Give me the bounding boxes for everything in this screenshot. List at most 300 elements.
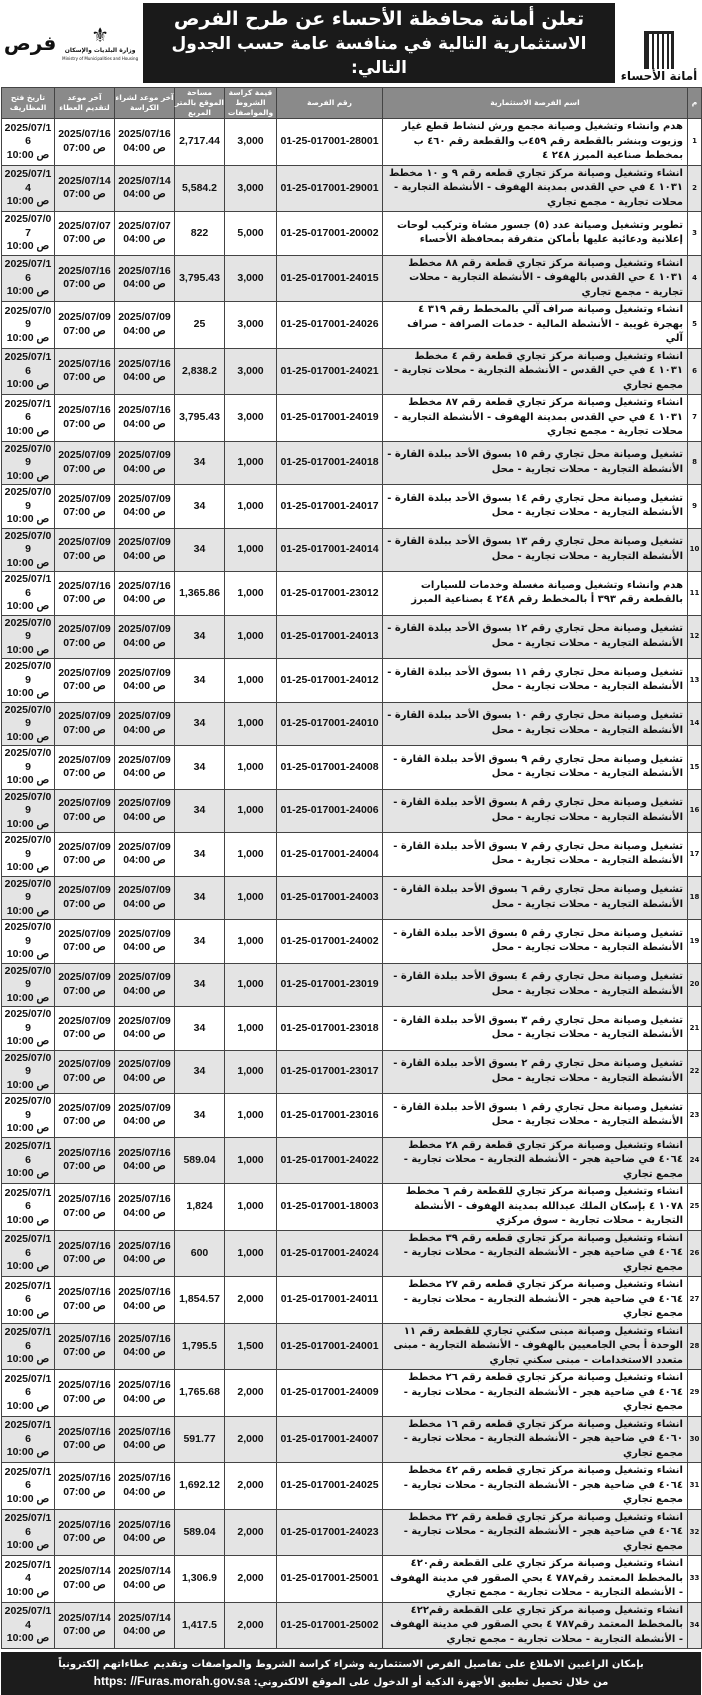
date-text: 2025/07/16	[58, 1239, 111, 1252]
row-number	[688, 165, 702, 212]
date-text: 2025/07/09	[4, 1008, 52, 1034]
booklet-fee	[225, 395, 277, 442]
opportunity-name	[383, 746, 688, 790]
time-text: 10:00 ص	[6, 1585, 50, 1598]
opening-date	[2, 1416, 55, 1463]
date-text: 2025/07/09	[118, 927, 171, 940]
opportunity-name-text: تشغيل وصيانة محل تجاري رقم ١ بسوق الأحد ببلدة القارة - الأنشطة التجارية - محلات تجارية - محل	[393, 1101, 683, 1128]
opportunity-id	[277, 255, 383, 302]
site-area-text: 1,692.12	[179, 1479, 220, 1491]
date-text: 2025/07/16	[4, 1512, 52, 1538]
tower-logo-icon	[644, 31, 674, 69]
time-text: 07:00 ص	[63, 233, 106, 246]
row-number-text: 32	[689, 1527, 700, 1536]
booklet-fee	[225, 441, 277, 485]
time-text: 07:00 ص	[63, 1485, 106, 1498]
submit-deadline	[55, 876, 115, 920]
time-text: 04:00 ص	[123, 1532, 166, 1545]
palm-emblem-icon: ⚜	[91, 23, 110, 47]
row-number	[688, 1556, 702, 1603]
opportunity-name	[383, 702, 688, 746]
time-text: 04:00 ص	[123, 506, 166, 519]
table-row	[2, 1463, 702, 1510]
opening-date	[2, 659, 55, 703]
site-area-text: 34	[193, 499, 206, 512]
booklet-fee	[225, 1050, 277, 1094]
date-text: 2025/07/09	[4, 1051, 52, 1077]
date-text: 2025/07/16	[4, 1326, 52, 1352]
opportunity-name	[383, 963, 688, 1007]
site-area	[175, 1556, 225, 1603]
opportunity-id	[277, 702, 383, 746]
date-text: 2025/07/16	[4, 1465, 52, 1491]
site-area	[175, 348, 225, 395]
date-text: 2025/07/16	[118, 579, 171, 592]
time-text: 10:00 ص	[6, 948, 50, 960]
buy-deadline	[115, 1463, 175, 1510]
opportunity-name-text: تشغيل وصيانة محل تجاري رقم ١٢ بسوق الأحد ببلدة القارة - الأنشطة التجارية - محلات تجارية - محل	[387, 623, 683, 649]
opportunity-name-text: انشاء وتشغيل وصيانة مركز تجاري قطعه رقم ٢٧ مخطط ٤٠٦٤ في ضاحية هجر - الأنشطة التجارية - محلات تجارية - مجمع تجاري	[403, 1279, 683, 1319]
buy-deadline	[115, 255, 175, 302]
table-header-row	[2, 88, 702, 119]
booklet-fee-text: 3,000	[237, 181, 264, 194]
table-row	[2, 1094, 702, 1138]
opening-date	[2, 1509, 55, 1556]
submit-deadline	[55, 485, 115, 529]
site-area-text: 34	[193, 804, 206, 816]
date-text: 2025/07/09	[118, 884, 171, 897]
date-text: 2025/07/16	[118, 1286, 171, 1299]
col-area: مساحة الموقع بالمتر المربع	[175, 88, 224, 117]
date-text: 2025/07/16	[4, 573, 52, 599]
opportunity-name-text: انشاء وتشغيل وصيانة مركز تجاري قطعة رقم ٨٨ مخطط ١٠٣١ ٤ حي القدس بالهفوف - الأنشطة التجارية - محلات تجارية - مجمع تجاري	[408, 257, 683, 298]
submit-deadline	[55, 1602, 115, 1649]
date-text: 2025/07/09	[118, 797, 171, 810]
opportunity-name-text: تشغيل وصيانة محل تجاري رقم ١٣ بسوق الأحد ببلدة القارة - الأنشطة التجارية - محلات تجارية - محل	[387, 536, 683, 562]
buy-deadline	[115, 1556, 175, 1603]
row-number	[688, 255, 702, 302]
opportunity-id	[277, 119, 383, 166]
date-text: 2025/07/09	[58, 492, 111, 505]
opportunity-id-text: 01-25-017001-24014	[280, 543, 379, 555]
row-number-text: 19	[689, 936, 700, 945]
date-text: 2025/07/09	[118, 492, 171, 505]
time-text: 07:00 ص	[63, 1346, 106, 1359]
time-text: 07:00 ص	[63, 141, 106, 154]
date-text: 2025/07/09	[58, 797, 111, 810]
date-text: 2025/07/09	[4, 529, 52, 555]
date-text: 2025/07/09	[4, 747, 52, 773]
submit-deadline	[55, 1556, 115, 1603]
row-number-text: 20	[689, 980, 700, 988]
municipality-name: أمانة الأحساء	[620, 69, 698, 83]
opportunity-name	[383, 1463, 688, 1510]
site-area	[175, 1094, 225, 1138]
table-row	[2, 1370, 702, 1417]
date-text: 2025/07/09	[4, 486, 52, 512]
opportunity-id	[277, 876, 383, 920]
time-text: 07:00 ص	[63, 680, 106, 693]
row-number-text: 27	[689, 1295, 700, 1303]
ministry-logo	[62, 23, 138, 63]
furas-logo	[4, 31, 56, 55]
opportunity-name	[383, 1323, 688, 1370]
table-row	[2, 1556, 702, 1603]
title-banner	[143, 3, 615, 83]
time-text: 04:00 ص	[123, 1299, 166, 1312]
date-text: 2025/07/09	[118, 623, 171, 636]
date-text: 2025/07/16	[58, 404, 111, 417]
buy-deadline	[115, 528, 175, 572]
date-text: 2025/07/16	[4, 1186, 52, 1212]
opportunity-name-text: انشاء وتشغيل وصيانة مركز تجاري قطعة رقم ٢٨ مخطط ٤٠٦٤ في ضاحية هجر - الأنشطة التجارية - محلات تجارية - مجمع تجاري	[403, 1139, 683, 1180]
opportunity-name	[383, 1370, 688, 1417]
opportunity-id	[277, 1184, 383, 1231]
time-text: 04:00 ص	[123, 1115, 166, 1128]
time-text: 07:00 ص	[63, 854, 106, 867]
site-area	[175, 212, 225, 256]
opening-date	[2, 1184, 55, 1231]
time-text: 10:00 ص	[6, 861, 50, 873]
table-row	[2, 119, 702, 166]
time-text: 04:00 ص	[123, 984, 166, 997]
opportunity-name	[383, 1277, 688, 1324]
opening-date	[2, 1463, 55, 1510]
opportunity-id	[277, 1277, 383, 1324]
date-text: 2025/07/09	[118, 753, 171, 766]
opportunity-name-text: تشغيل وصيانة محل تجاري رقم ١٥ بسوق الأحد ببلدة القارة - الأنشطة التجارية - محلات تجارية - محل	[387, 449, 683, 475]
date-text: 2025/07/16	[58, 128, 111, 141]
time-text: 10:00 ص	[6, 1492, 50, 1505]
buy-deadline	[115, 789, 175, 833]
row-number	[688, 1416, 702, 1463]
opportunity-name	[383, 119, 688, 166]
opening-date	[2, 1050, 55, 1094]
booklet-fee-text: 2,000	[237, 1479, 264, 1491]
site-area-text: 2,717.44	[179, 135, 220, 147]
time-text: 10:00 ص	[6, 378, 50, 390]
opportunity-name	[383, 1184, 688, 1231]
site-area-text: 34	[193, 978, 206, 990]
row-number	[688, 920, 702, 964]
site-area	[175, 395, 225, 442]
time-text: 07:00 ص	[63, 1392, 106, 1405]
opening-date	[2, 789, 55, 833]
booklet-fee	[225, 485, 277, 529]
date-text: 2025/07/09	[4, 921, 52, 947]
booklet-fee	[225, 572, 277, 616]
opportunity-name-text: انشاء وتشغيل وصيانة مركز تجاري قطعه رقم ١٦ مخطط ٤٠٦٠ في ضاحية هجر - الأنشطة التجارية - محلات تجارية - مجمع تجاري	[403, 1418, 683, 1459]
opportunity-name-text: انشاء وتشغيل وصيانة مركز تجاري قطعه رقم ٩ و ١٠ مخطط ١٠٣١ ٤ في حي القدس بمدينة الهفوف - الأنشطة التجارية - محلات تجارية - مجمع تجاري	[388, 167, 683, 208]
alahsa-municipality-logo	[617, 3, 701, 83]
date-text: 2025/07/09	[4, 1095, 52, 1121]
date-text: 2025/07/16	[58, 1379, 111, 1392]
opportunity-name	[383, 1137, 688, 1184]
date-text: 2025/07/09	[4, 877, 52, 903]
opportunity-name	[383, 441, 688, 485]
opportunity-name-text: انشاء وتشغيل وصيانة مركز تجاري قطعة رقم ٣٢ مخطط ٤٠٦٤ في ضاحية هجر - الأنشطة التجارية - محلات تجارية - مجمع تجاري	[403, 1511, 683, 1552]
site-area	[175, 1137, 225, 1184]
time-text: 04:00 ص	[123, 371, 166, 384]
table-row	[2, 395, 702, 442]
table-row	[2, 963, 702, 1007]
booklet-fee-text: 1,000	[237, 1153, 264, 1166]
table-row	[2, 1007, 702, 1051]
date-text: 2025/07/16	[58, 1518, 111, 1531]
row-number-text: 13	[689, 675, 700, 684]
opportunity-name-text: تشغيل وصيانة محل تجاري رقم ٩ بسوق الأحد ببلدة القارة - الأنشطة التجارية - محلات تجارية - محل	[393, 753, 683, 780]
submit-deadline	[55, 395, 115, 442]
time-text: 04:00 ص	[123, 141, 166, 154]
row-number	[688, 1094, 702, 1138]
opening-date	[2, 255, 55, 302]
table-row	[2, 528, 702, 572]
time-text: 04:00 ص	[123, 897, 166, 910]
time-text: 10:00 ص	[6, 774, 50, 786]
time-text: 07:00 ص	[63, 278, 106, 291]
booklet-fee	[225, 833, 277, 877]
time-text: 04:00 ص	[123, 1253, 166, 1266]
date-text: 2025/07/16	[118, 357, 171, 370]
date-text: 2025/07/16	[118, 1518, 171, 1531]
date-text: 2025/07/09	[58, 971, 111, 984]
booklet-fee-text: 2,000	[237, 1572, 264, 1584]
site-area	[175, 615, 225, 659]
row-number	[688, 1323, 702, 1370]
time-text: 04:00 ص	[123, 941, 166, 954]
row-number	[688, 1050, 702, 1094]
site-area-text: 1,795.5	[181, 1339, 218, 1352]
ad-header	[1, 3, 701, 83]
time-text: 07:00 ص	[63, 506, 106, 519]
table-row	[2, 1137, 702, 1184]
time-text: 04:00 ص	[123, 593, 166, 606]
site-area-text: 1,765.68	[179, 1386, 220, 1398]
time-text: 07:00 ص	[63, 1028, 106, 1041]
site-area-text: 34	[193, 456, 206, 468]
date-text: 2025/07/16	[4, 1419, 52, 1445]
opportunities-table	[1, 87, 702, 1649]
opportunity-name-text: هدم وانشاء وتشغيل وصيانة مجمع ورش لنشاط قطع غيار وزيوت وبنشر بالقطعة رقم ٤٥٩ب والقطعة رقم ٤٦٠ ب بمخطط صناعية المبرز ٢٤٨ ٤	[401, 121, 683, 161]
opportunity-id-text: 01-25-017001-23012	[280, 586, 379, 599]
submit-deadline	[55, 1230, 115, 1277]
opportunity-name	[383, 789, 688, 833]
time-text: 07:00 ص	[63, 767, 106, 780]
opportunity-name-text: تطوير وتشغيل وصيانة عدد (٥) جسور مشاة وتركيب لوحات إعلانية ودعائية عليها بأماكن متفرقة بمحافظة الأحساء	[396, 219, 683, 246]
opportunity-id	[277, 395, 383, 442]
date-text: 2025/07/16	[4, 1279, 52, 1305]
time-text: 10:00 ص	[6, 730, 50, 743]
date-text: 2025/07/09	[4, 616, 52, 642]
col-submit-deadline: آخر موعد لتقديم العطاء	[55, 88, 115, 119]
submit-deadline	[55, 615, 115, 659]
time-text: 07:00 ص	[63, 462, 106, 475]
opportunity-id-text: 01-25-017001-24013	[280, 630, 379, 642]
site-area-text: 34	[193, 1065, 206, 1077]
site-area	[175, 119, 225, 166]
time-text: 07:00 ص	[63, 549, 106, 562]
date-text: 2025/07/16	[58, 1286, 111, 1299]
opportunity-id-text: 01-25-017001-23018	[280, 1021, 379, 1034]
opportunity-id-text: 01-25-017001-20002	[280, 226, 379, 239]
time-text: 04:00 ص	[123, 462, 166, 475]
site-area	[175, 702, 225, 746]
date-text: 2025/07/09	[4, 834, 52, 860]
opportunity-name-text: تشغيل وصيانة محل تجاري رقم ١٤ بسوق الأحد ببلدة القارة - الأنشطة التجارية - محلات تجارية - محل	[387, 492, 683, 519]
opportunity-name	[383, 833, 688, 877]
time-text: 07:00 ص	[63, 1532, 106, 1545]
opportunity-name	[383, 659, 688, 703]
booklet-fee	[225, 1556, 277, 1603]
time-text: 04:00 ص	[123, 723, 166, 736]
time-text: 10:00 ص	[6, 1035, 50, 1047]
date-text: 2025/07/16	[58, 1425, 111, 1438]
site-area	[175, 485, 225, 529]
title-line-1: تعلن أمانة محافظة الأحساء عن طرح الفرص	[173, 8, 585, 30]
opportunity-id-text: 01-25-017001-24022	[280, 1153, 379, 1166]
opportunity-id	[277, 165, 383, 212]
date-text: 2025/07/09	[118, 536, 171, 549]
date-text: 2025/07/09	[58, 666, 111, 679]
opportunity-id	[277, 528, 383, 572]
time-text: 07:00 ص	[63, 1160, 106, 1173]
time-text: 04:00 ص	[123, 1206, 166, 1219]
row-number	[688, 659, 702, 703]
opportunity-name	[383, 1509, 688, 1556]
buy-deadline	[115, 746, 175, 790]
buy-deadline	[115, 1137, 175, 1184]
booklet-fee	[225, 615, 277, 659]
title-line-2: الاستثمارية التالية في منافسة عامة حسب الجدول التالي:	[171, 34, 587, 78]
site-area-text: 34	[193, 847, 206, 860]
site-area-text: 822	[190, 226, 209, 239]
time-text: 10:00 ص	[6, 643, 50, 656]
booklet-fee	[225, 119, 277, 166]
date-text: 2025/07/16	[4, 351, 52, 377]
row-number-text: 34	[689, 1620, 700, 1629]
buy-deadline	[115, 1277, 175, 1324]
booklet-fee	[225, 348, 277, 395]
site-area	[175, 1602, 225, 1649]
row-number-text: 23	[689, 1110, 700, 1119]
time-text: 10:00 ص	[6, 600, 50, 612]
opportunity-id-text: 01-25-017001-23019	[280, 978, 379, 990]
col-fee: قيمة كراسة الشروط والمواصفات	[225, 88, 277, 119]
time-text: 10:00 ص	[6, 1167, 50, 1179]
row-number	[688, 963, 702, 1007]
date-text: 2025/07/09	[118, 449, 171, 462]
opportunity-id-text: 01-25-017001-24002	[280, 934, 379, 947]
opening-date	[2, 1094, 55, 1138]
site-area-text: 34	[193, 1108, 206, 1121]
date-text: 2025/07/09	[58, 1058, 111, 1071]
table-row	[2, 1602, 702, 1649]
date-text: 2025/07/09	[58, 1014, 111, 1027]
site-area	[175, 1416, 225, 1463]
opportunity-id	[277, 920, 383, 964]
time-text: 07:00 ص	[63, 636, 106, 649]
submit-deadline	[55, 1370, 115, 1417]
booklet-fee-text: 2,000	[237, 1432, 264, 1445]
opening-date	[2, 1137, 55, 1184]
booklet-fee	[225, 659, 277, 703]
time-text: 07:00 ص	[63, 941, 106, 954]
buy-deadline	[115, 615, 175, 659]
row-number	[688, 485, 702, 529]
submit-deadline	[55, 789, 115, 833]
opportunity-id	[277, 572, 383, 616]
opportunity-id-text: 01-25-017001-24017	[280, 499, 379, 512]
opportunity-id	[277, 789, 383, 833]
time-text: 10:00 ص	[6, 469, 50, 482]
date-text: 2025/07/16	[58, 579, 111, 592]
buy-deadline	[115, 1094, 175, 1138]
booklet-fee	[225, 1602, 277, 1649]
site-area	[175, 920, 225, 964]
site-area-text: 2,838.2	[181, 364, 218, 377]
opportunity-id-text: 01-25-017001-25002	[280, 1618, 379, 1631]
table-row	[2, 348, 702, 395]
date-text: 2025/07/14	[58, 174, 111, 187]
opportunity-name	[383, 302, 688, 349]
submit-deadline	[55, 165, 115, 212]
booklet-fee	[225, 1463, 277, 1510]
opening-date	[2, 1230, 55, 1277]
row-number	[688, 1370, 702, 1417]
table-row	[2, 659, 702, 703]
opportunity-name	[383, 1230, 688, 1277]
booklet-fee	[225, 789, 277, 833]
time-text: 10:00 ص	[6, 148, 50, 161]
table-row	[2, 1416, 702, 1463]
date-text: 2025/07/09	[4, 790, 52, 816]
date-text: 2025/07/09	[58, 311, 111, 324]
date-text: 2025/07/07	[118, 219, 171, 232]
opportunity-id	[277, 1007, 383, 1051]
time-text: 04:00 ص	[123, 188, 166, 201]
submit-deadline	[55, 348, 115, 395]
time-text: 07:00 ص	[63, 324, 106, 337]
footer-line-2: من خلال تحميل تطبيق الأجهزة الذكية أو الدخول على الموقع الالكتروني:	[253, 1677, 609, 1688]
row-number	[688, 1277, 702, 1324]
time-text: 07:00 ص	[63, 1253, 106, 1266]
booklet-fee	[225, 1277, 277, 1324]
booklet-fee-text: 1,000	[237, 586, 264, 599]
site-area-text: 34	[193, 934, 206, 947]
opportunity-name-text: انشاء وتشغيل وصيانة مبنى سكني تجاري للقطعة رقم ١١ الوحدة أ بحي الجامعيين بالهفوف - الأنشطة التجارية - مبنى متعدد الاستخدامات - مبنى سكني تجاري	[393, 1325, 683, 1366]
submit-deadline	[55, 441, 115, 485]
footer-banner	[1, 1652, 701, 1695]
submit-deadline	[55, 920, 115, 964]
booklet-fee-text: 1,000	[237, 1200, 264, 1212]
date-text: 2025/07/16	[4, 397, 52, 423]
opportunity-id	[277, 348, 383, 395]
opportunity-name-text: انشاء وتشغيل وصيانة مركز تجاري قطعة رقم ٢٦ مخطط ٤٠٦٤ في ضاحية هجر - الأنشطة التجارية - محلات تجارية - مجمع تجاري	[403, 1372, 683, 1412]
opportunity-id	[277, 1230, 383, 1277]
row-number	[688, 833, 702, 877]
opportunity-name	[383, 1050, 688, 1094]
submit-deadline	[55, 1050, 115, 1094]
table-row	[2, 789, 702, 833]
opening-date	[2, 485, 55, 529]
row-number	[688, 615, 702, 659]
website-link[interactable]: https: //Furas.morah.gov.sa	[93, 1674, 251, 1688]
site-area-text: 1,306.9	[181, 1572, 218, 1584]
row-number-text: 30	[689, 1434, 700, 1443]
opportunity-id-text: 01-25-017001-24007	[280, 1432, 379, 1445]
table-row	[2, 1323, 702, 1370]
time-text: 10:00 ص	[6, 1446, 50, 1458]
